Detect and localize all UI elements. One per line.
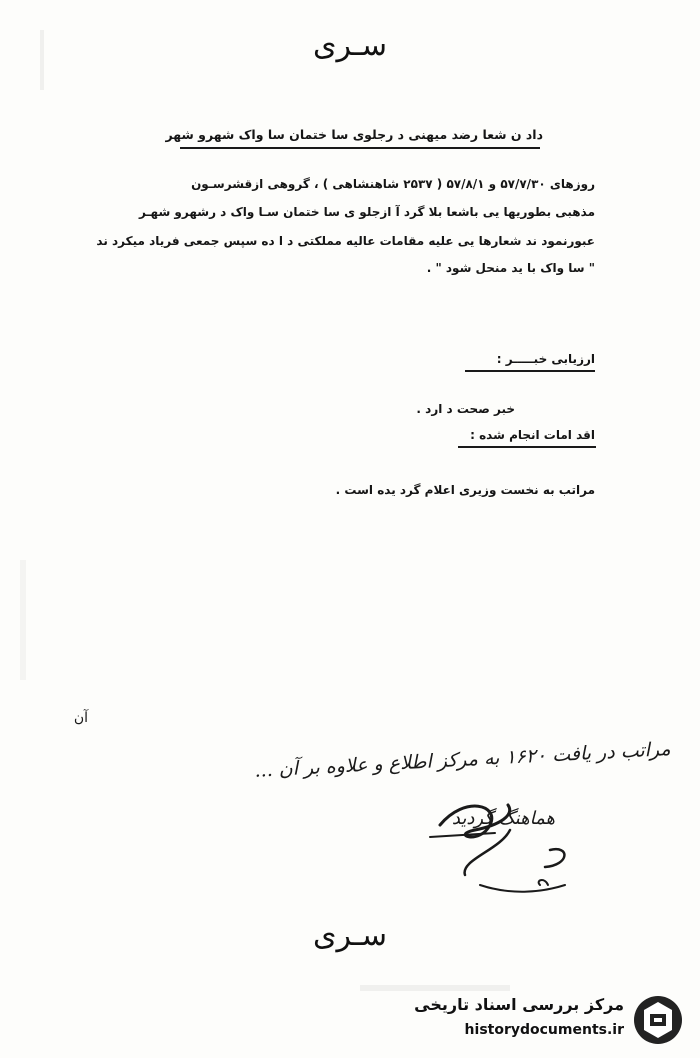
handwritten-superscript: آن: [73, 710, 88, 726]
classification-bottom: سـرى: [313, 918, 387, 953]
handwritten-note-line-2: هماهنگ گردید: [451, 808, 555, 829]
archive-logo-icon: [628, 992, 688, 1048]
report-body-line-2: مذهبی بطوریها یی باشعا بلا گرد آ ازجلو ی سا ختمان سـا واک د رشهرو شهـر: [138, 205, 595, 219]
evaluation-value: خبر صحت د ارد .: [416, 402, 515, 416]
watermark: [406, 992, 688, 1048]
actions-underline: [458, 446, 596, 448]
scan-smudge: [360, 985, 510, 991]
report-body-line-4: " سا واک با ید منحل شود " .: [426, 261, 595, 275]
scan-smudge: [20, 560, 26, 680]
signature-mark: [420, 785, 570, 905]
classification-top: سـرى: [313, 28, 387, 63]
watermark-url: historydocuments.ir: [464, 1022, 624, 1038]
actions-value: مراتب به نخست وزیری اعلام گرد یده است .: [335, 483, 595, 497]
title-underline: [180, 147, 540, 149]
report-body-line-3: عبورنمود ند شعارها یی علیه مقامات عالیه مملکتی د ا ده سپس جمعی فریاد میکرد ند: [96, 234, 595, 248]
handwritten-note-line-1: مراتب در یافت ۱۶۲۰ به مرکز اطلاع و علاوه بر آن ...: [253, 738, 671, 782]
evaluation-label: ارزیابی خبـــــر :: [496, 352, 595, 366]
evaluation-underline: [465, 370, 595, 372]
report-body-line-1: روزهای ۵۷/۷/۳۰ و ۵۷/۸/۱ ( ۲۵۳۷ شاهنشاهی ) ، گروهی ازقشرسـون: [191, 177, 595, 191]
actions-label: اقد امات انجام شده :: [470, 428, 595, 442]
watermark-title: مرکز بررسی اسناد تاریخی: [414, 995, 624, 1014]
report-title: داد ن شعا رضد میهنی د رجلوی سا ختمان سا واک شهرو شهر: [165, 127, 543, 142]
